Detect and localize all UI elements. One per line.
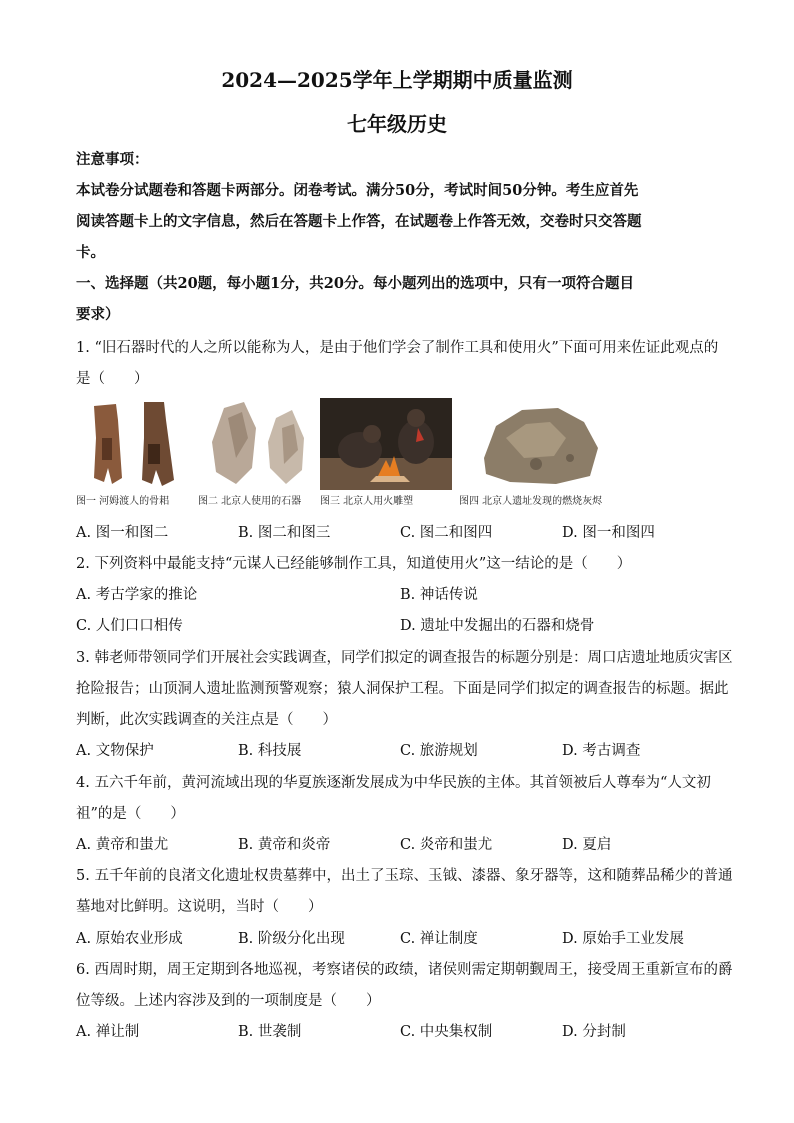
figure-caption: 图二 北京人使用的石器 (198, 496, 302, 507)
question-3-stem: 3. 韩老师带领同学们开展社会实践调查，同学们拟定的调查报告的标题分别是：周口店遗址地质灾害区 (76, 650, 733, 666)
figure-caption: 图四 北京人遗址发现的燃烧灰烬 (459, 496, 603, 507)
option-a[interactable]: A. 考古学家的推论 (76, 587, 198, 603)
option-c[interactable]: C. 炎帝和蚩尤 (400, 837, 493, 853)
question-3-stem: 判断，此次实践调查的关注点是（ ） (76, 712, 337, 728)
option-d[interactable]: D. 夏启 (562, 837, 612, 853)
question-2-stem: 2. 下列资料中最能支持“元谋人已经能够制作工具，知道使用火”这一结论的是（ ） (76, 556, 632, 572)
question-4-stem: 祖”的是（ ） (76, 806, 185, 822)
question-4-stem: 4. 五六千年前，黄河流域出现的华夏族逐渐发展成为中华民族的主体。其首领被后人尊奉为“人文初 (76, 775, 711, 791)
option-a[interactable]: A. 图一和图二 (76, 525, 169, 541)
notice-line: 本试卷分试题卷和答题卡两部分。闭卷考试。满分50分，考试时间50分钟。考生应首先 (76, 182, 639, 199)
exam-subtitle: 七年级历史 (347, 112, 447, 136)
option-a[interactable]: A. 原始农业形成 (76, 931, 183, 947)
option-a[interactable]: A. 文物保护 (76, 743, 154, 759)
question-1-figures (76, 398, 636, 508)
exam-title: 2024—2025学年上学期期中质量监测 (221, 68, 573, 92)
question-3-stem: 抢险报告；山顶洞人遗址监测预警观察；猿人洞保护工程。下面是同学们拟定的调查报告的标题。据此 (76, 681, 729, 697)
section-heading: 要求） (76, 306, 120, 323)
option-b[interactable]: B. 神话传说 (400, 587, 478, 603)
option-b[interactable]: B. 世袭制 (238, 1024, 302, 1040)
option-d[interactable]: D. 考古调查 (562, 743, 641, 759)
option-d[interactable]: D. 原始手工业发展 (562, 931, 684, 947)
option-c[interactable]: C. 中央集权制 (400, 1024, 493, 1040)
question-1-stem: 是（ ） (76, 371, 149, 387)
notice-heading: 注意事项： (76, 151, 149, 168)
fire-sculpture-icon (320, 398, 452, 490)
question-6-stem: 6. 西周时期，周王定期到各地巡视，考察诸侯的政绩，诸侯则需定期朝觐周王，接受周王重新宣布的爵 (76, 962, 733, 978)
figure-caption: 图三 北京人用火雕塑 (320, 496, 414, 507)
stone-tool-icon (206, 398, 318, 488)
ash-rock-icon (466, 398, 606, 488)
option-b[interactable]: B. 黄帝和炎帝 (238, 837, 331, 853)
option-a[interactable]: A. 禅让制 (76, 1024, 140, 1040)
question-5-stem: 5. 五千年前的良渚文化遗址权贵墓葬中，出土了玉琮、玉钺、漆器、象牙器等，这和随葬品稀少的普通 (76, 868, 733, 884)
option-c[interactable]: C. 旅游规划 (400, 743, 478, 759)
option-c[interactable]: C. 图二和图四 (400, 525, 493, 541)
option-d[interactable]: D. 遗址中发掘出的石器和烧骨 (400, 618, 595, 634)
option-c[interactable]: C. 禅让制度 (400, 931, 478, 947)
option-c[interactable]: C. 人们口口相传 (76, 618, 183, 634)
question-5-stem: 墓地对比鲜明。这说明，当时（ ） (76, 899, 323, 915)
question-1-stem: 1. “旧石器时代的人之所以能称为人，是由于他们学会了制作工具和使用火”下面可用来佐证此观点的 (76, 340, 719, 356)
option-d[interactable]: D. 分封制 (562, 1024, 626, 1040)
option-b[interactable]: B. 科技展 (238, 743, 302, 759)
option-d[interactable]: D. 图一和图四 (562, 525, 655, 541)
notice-line: 阅读答题卡上的文字信息，然后在答题卡上作答，在试题卷上作答无效，交卷时只交答题 (76, 213, 642, 230)
option-b[interactable]: B. 图二和图三 (238, 525, 331, 541)
option-b[interactable]: B. 阶级分化出现 (238, 931, 345, 947)
notice-line: 卡。 (76, 244, 105, 261)
bone-plow-icon (82, 398, 190, 488)
section-heading: 一、选择题（共20题，每小题1分，共20分。每小题列出的选项中，只有一项符合题目 (76, 275, 634, 292)
question-6-stem: 位等级。上述内容涉及到的一项制度是（ ） (76, 993, 381, 1009)
option-a[interactable]: A. 黄帝和蚩尤 (76, 837, 169, 853)
figure-caption: 图一 河姆渡人的骨耜 (76, 496, 170, 507)
